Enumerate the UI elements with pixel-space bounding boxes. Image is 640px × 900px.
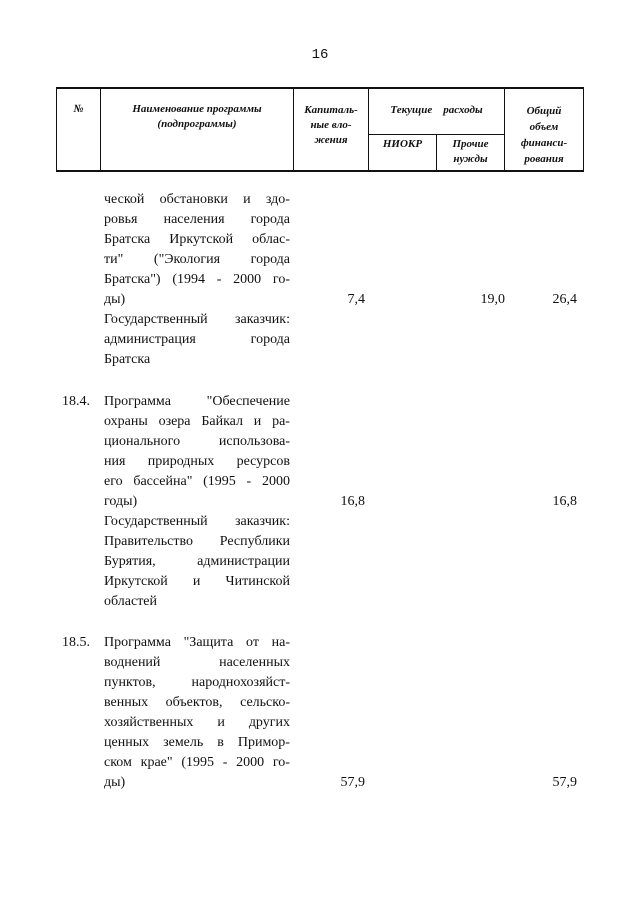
capital-value: 57,9 xyxy=(340,775,365,790)
row-number: 18.5. xyxy=(62,635,90,650)
header-program-name: Наименование программы (подпрограммы) xyxy=(132,103,262,130)
text-line: пунктов, народнохозяйст- xyxy=(104,675,290,690)
text-line: Братска Иркутской облас- xyxy=(104,232,290,247)
text-line: ния природных ресурсов xyxy=(104,454,290,469)
header-current-expenses: Текущие расходы xyxy=(390,104,483,116)
text-line: его бассейна" (1995 - 2000 xyxy=(104,474,290,489)
text-line: Программа "Защита от на- xyxy=(104,635,290,650)
text-line: ческой обстановки и здо- xyxy=(104,192,290,207)
header-capital-investments: Капиталь- ные вло- жения xyxy=(304,104,358,146)
text-line: Программа "Обеспечение xyxy=(104,394,290,409)
header-total-financing: Общий объем финанси- рования xyxy=(520,105,568,165)
total-value: 26,4 xyxy=(552,292,577,307)
text-line: Иркутской и Читинской xyxy=(104,574,290,589)
text-line: охраны озера Байкал и ра- xyxy=(104,414,290,429)
text-line: ском крае" (1995 - 2000 го- xyxy=(104,755,290,770)
capital-value: 16,8 xyxy=(340,494,365,509)
text-line: областей xyxy=(104,594,158,609)
text-line: венных объектов, сельско- xyxy=(104,695,290,710)
program-description xyxy=(104,392,290,612)
text-line: ти" ("Экология города xyxy=(104,252,290,267)
capital-value: 7,4 xyxy=(347,292,365,307)
text-line: ды) xyxy=(104,775,126,790)
text-line: Государственный заказчик: xyxy=(104,312,290,327)
header-number: № xyxy=(73,103,84,115)
text-line: ды) xyxy=(104,292,126,307)
program-description xyxy=(104,190,290,370)
text-line: администрация города xyxy=(104,332,290,347)
header-niokr: НИОКР xyxy=(382,138,423,150)
text-line: ционального использова- xyxy=(104,434,290,449)
header-other-needs: Прочие нужды xyxy=(452,138,489,165)
text-line: годы) xyxy=(104,494,138,509)
text-line: Правительство Республики xyxy=(104,534,290,549)
total-value: 16,8 xyxy=(552,494,577,509)
text-line: ценных земель в Примор- xyxy=(104,735,290,750)
page-number: 16 xyxy=(311,47,329,63)
total-value: 57,9 xyxy=(552,775,577,790)
text-line: Братска xyxy=(104,352,151,367)
text-line: Братска") (1994 - 2000 го- xyxy=(104,272,290,287)
program-description xyxy=(104,633,290,793)
text-line: Государственный заказчик: xyxy=(104,514,290,529)
text-line: хозяйственных и других xyxy=(104,715,290,730)
row-number: 18.4. xyxy=(62,394,90,409)
niokr-value: 19,0 xyxy=(480,292,505,307)
text-line: ровья населения города xyxy=(104,212,290,227)
text-line: воднений населенных xyxy=(104,655,290,670)
text-line: Бурятия, администрации xyxy=(104,554,290,569)
